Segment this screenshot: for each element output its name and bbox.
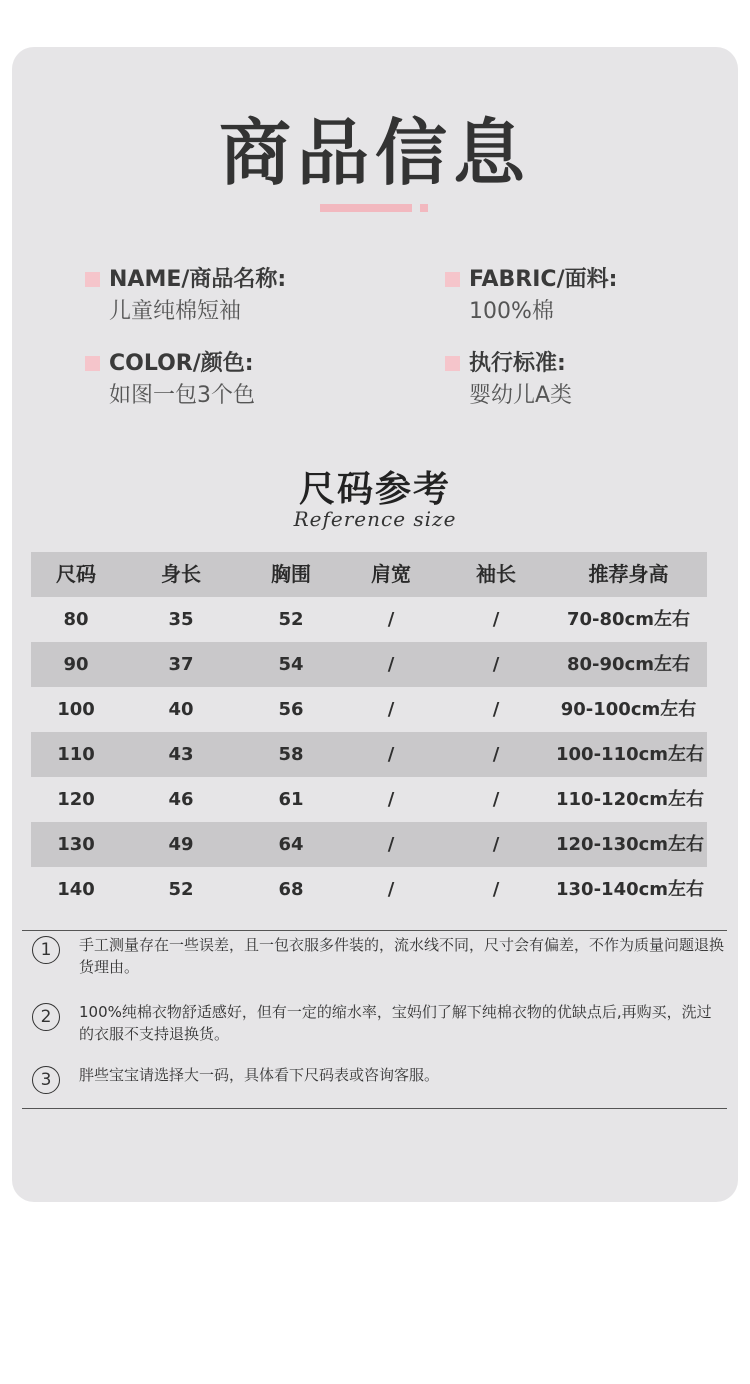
table-header-cell: 推荐身高 [588,562,669,586]
table-cell: / [387,744,395,765]
table-cell: / [492,744,500,765]
notes-bottom-divider [22,1108,727,1109]
table-cell: 120 [57,789,95,810]
size-table [31,552,707,912]
info-color-value: 如图一包3个色 [109,383,255,408]
table-cell: 40 [168,699,194,720]
table-row [31,687,707,732]
table-cell: / [387,654,395,675]
table-cell: 130-140cm左右 [556,879,705,900]
info-name-value: 儿童纯棉短袖 [109,299,242,324]
table-cell: / [492,879,500,900]
table-row [31,642,707,687]
info-fabric-label: FABRIC/面料: [469,267,618,292]
table-cell: 90 [63,654,89,675]
table-cell: 80-90cm左右 [567,654,690,675]
table-cell: 110 [57,744,95,765]
table-cell: 52 [168,879,194,900]
page-title: 商品信息 [218,111,531,195]
table-cell: 49 [168,834,194,855]
table-cell: 61 [278,789,304,810]
table-cell: / [387,699,395,720]
note-text: 100%纯棉衣物舒适感好，但有一定的缩水率，宝妈们了解下纯棉衣物的优缺点后,再购买，洗过的衣服不支持退换货。 [79,1003,712,1043]
table-cell: 64 [278,834,304,855]
table-cell: 56 [278,699,304,720]
table-header-cell: 胸围 [271,562,311,586]
table-row [31,597,707,642]
table-cell: 70-80cm左右 [567,609,690,630]
info-standard-label: 执行标准: [469,351,566,376]
table-cell: / [492,834,500,855]
table-cell: 100 [57,699,95,720]
info-name-label: NAME/商品名称: [109,267,287,292]
bullet-square-icon [445,272,460,287]
table-cell: 43 [168,744,194,765]
table-cell: 80 [63,609,89,630]
table-cell: 68 [278,879,304,900]
info-color-label: COLOR/颜色: [109,351,254,376]
table-cell: 52 [278,609,304,630]
table-cell: / [387,834,395,855]
table-header-cell: 尺码 [56,562,96,586]
circled-number-icon: 3 [32,1066,60,1094]
info-standard-value: 婴幼儿A类 [469,383,573,408]
table-cell: / [387,609,395,630]
title-underline-dot [420,204,428,212]
circled-number-icon: 2 [32,1003,60,1031]
bullet-square-icon [85,356,100,371]
table-cell: 46 [168,789,194,810]
table-cell: 110-120cm左右 [556,789,705,810]
table-cell: 100-110cm左右 [556,744,705,765]
bullet-square-icon [445,356,460,371]
title-underline-bar [320,204,412,212]
table-cell: 54 [278,654,304,675]
table-cell: / [492,699,500,720]
table-row [31,732,707,777]
table-header-cell: 肩宽 [371,562,411,586]
table-cell: 37 [168,654,194,675]
table-cell: 130 [57,834,95,855]
table-header-cell: 身长 [161,562,201,586]
info-fabric-value: 100%棉 [469,299,554,324]
table-row [31,822,707,867]
notes-top-divider [22,930,727,931]
table-cell: / [492,654,500,675]
circled-number-icon: 1 [32,936,60,964]
table-cell: 58 [278,744,304,765]
table-cell: / [492,609,500,630]
table-cell: 120-130cm左右 [556,834,705,855]
table-cell: 90-100cm左右 [560,699,697,720]
table-cell: 35 [168,609,194,630]
table-cell: / [387,789,395,810]
size-section-title: 尺码参考 [298,469,451,510]
table-row [31,867,707,912]
table-row [31,777,707,822]
note-text: 手工测量存在一些误差，且一包衣服多件装的，流水线不同，尺寸会有偏差，不作为质量问题退换货理由。 [79,936,725,976]
bullet-square-icon [85,272,100,287]
table-header-cell: 袖长 [476,562,516,586]
table-header-row [31,552,707,597]
table-cell: / [492,789,500,810]
table-cell: 140 [57,879,95,900]
note-text: 胖些宝宝请选择大一码，具体看下尺码表或咨询客服。 [79,1066,440,1084]
size-section-subtitle: Reference size [293,507,457,531]
table-cell: / [387,879,395,900]
